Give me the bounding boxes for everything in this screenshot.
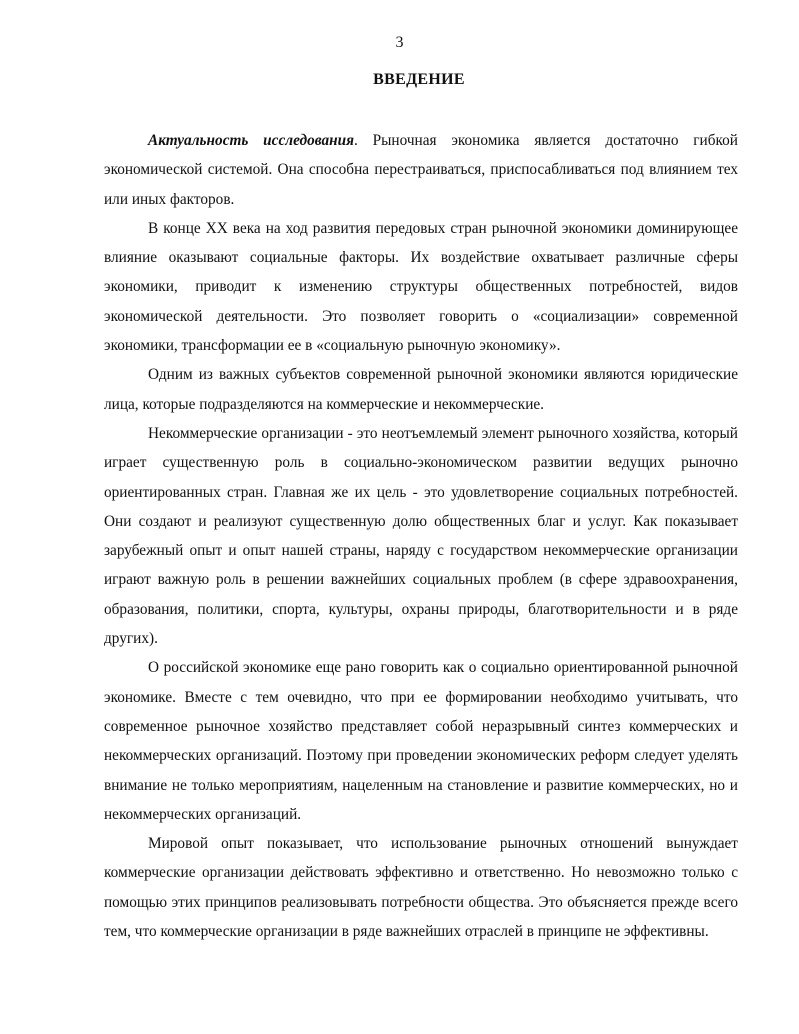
paragraph-lead: Актуальность исследования xyxy=(148,132,354,149)
page-number: 3 xyxy=(395,34,404,51)
paragraph: Одним из важных субъектов современной рыночной экономики являются юридические лица, которые подразделяются на коммерческие и некоммерческие. xyxy=(104,366,738,413)
document-body xyxy=(104,126,738,946)
paragraph: В конце XX века на ход развития передовых стран рыночной экономики доминирующее влияние оказывают социальные факторы. Их воздействие охватывает различные сферы экономики, приводит к изменению структуры общественных потребностей, видов экономической деятельности. Это позволяет говорить о «социализации» современной экономики, трансформации ее в «социальную рыночную экономику». xyxy=(104,219,738,355)
paragraph: О российской экономике еще рано говорить как о социально ориентированной рыночной экономике. Вместе с тем очевидно, что при ее формировании необходимо учитывать, что современное рыночное хозяйство представляет собой неразрывный синтез коммерческих и некоммерческих организаций. Поэтому при проведении экономических реформ следует уделять внимание не только мероприятиям, нацеленным на становление и развитие коммерческих, но и некоммерческих организаций. xyxy=(104,659,738,823)
paragraph: Мировой опыт показывает, что использование рыночных отношений вынуждает коммерческие организации действовать эффективно и ответственно. Но невозможно только с помощью этих принципов реализовывать потребности общества. Это объясняется прежде всего тем, что коммерческие организации в ряде важнейших отраслей в принципе не эффективны. xyxy=(104,835,738,941)
paragraph-text: . Рыночная экономика является достаточно гибкой экономической системой. Она способна перестраиваться, приспосабливаться под влиянием тех или иных факторов. xyxy=(104,132,738,208)
paragraph-relevance xyxy=(104,126,738,214)
paragraph: Некоммерческие организации - это неотъемлемый элемент рыночного хозяйства, который играет существенную роль в социально-экономическом развитии ведущих рыночно ориентированных стран. Главная же их цель - это удовлетворение социальных потребностей. Они создают и реализуют существенную долю общественных благ и услуг. Как показывает зарубежный опыт и опыт нашей страны, наряду с государством некоммерческие организации играют важную роль в решении важнейших социальных проблем (в сфере здравоохранения, образования, политики, спорта, культуры, охраны природы, благотворительности и в ряде других). xyxy=(104,424,738,648)
page-title: ВВЕДЕНИЕ xyxy=(373,71,465,88)
